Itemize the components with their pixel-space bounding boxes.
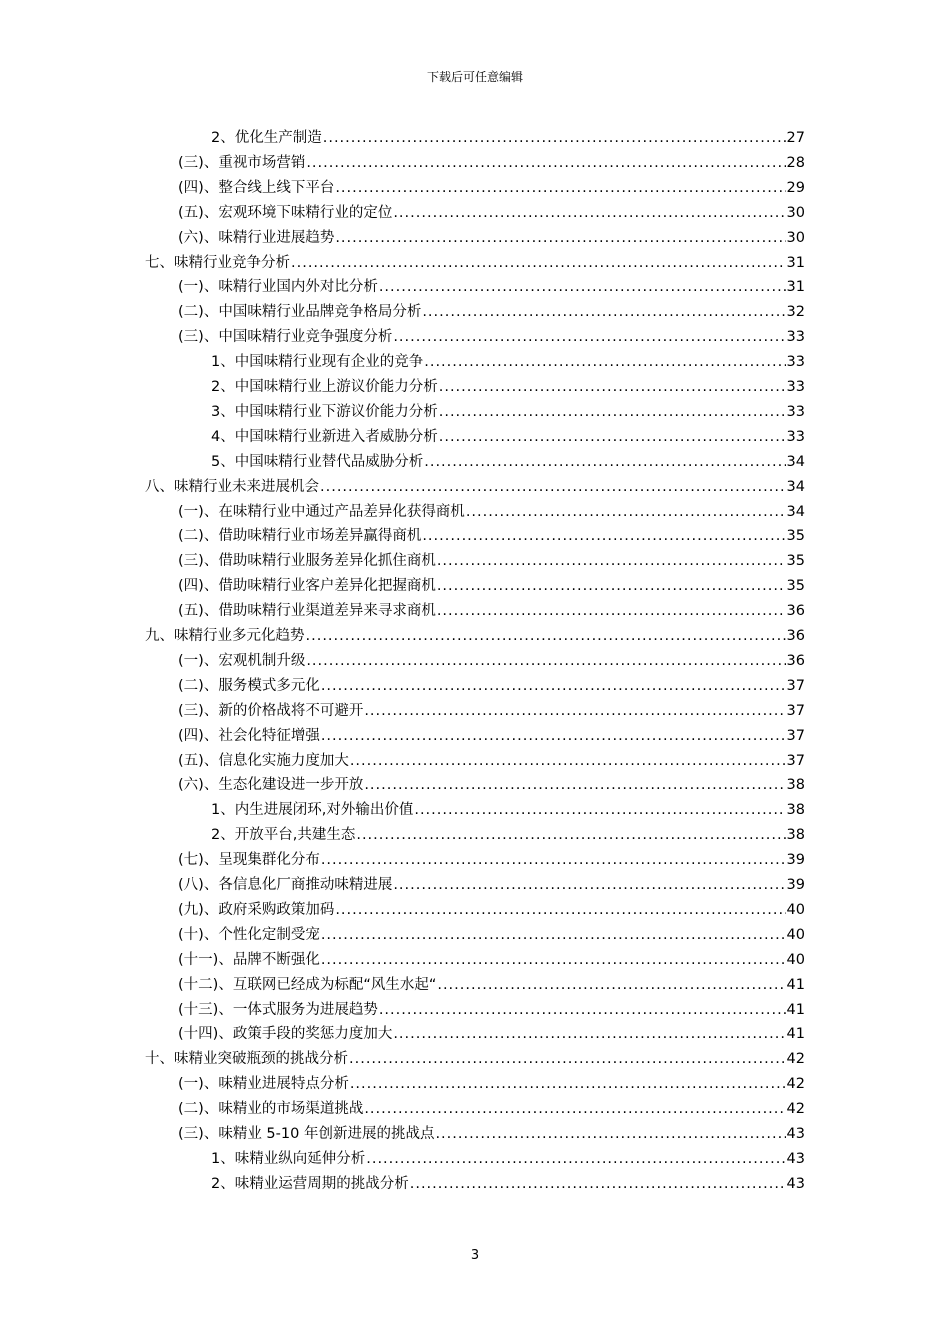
toc-entry[interactable] [178,649,805,674]
toc-entry-title: (四)、整合线上线下平台 [178,179,335,196]
toc-entry[interactable] [178,300,805,325]
toc-entry-title: (五)、借助味精行业渠道差异来寻求商机 [178,603,436,620]
toc-entry-page: 41 [786,1026,805,1043]
toc-entry-page: 33 [786,403,805,420]
toc-dot-leader [437,549,786,574]
toc-entry-title: 3、中国味精行业下游议价能力分析 [211,403,438,420]
toc-entry-title: (六)、生态化建设进一步开放 [178,777,364,794]
toc-dot-leader [321,848,786,873]
toc-dot-leader [437,973,785,998]
toc-entry-page: 41 [786,1001,805,1018]
toc-entry-page: 34 [786,503,805,520]
toc-entry[interactable] [178,848,805,873]
toc-entry[interactable] [178,674,805,699]
toc-dot-leader [291,251,786,276]
toc-entry-title: (三)、新的价格战将不可避开 [178,702,364,719]
toc-entry-title: 4、中国味精行业新进入者威胁分析 [211,428,438,445]
toc-dot-leader [410,1172,786,1197]
toc-dot-leader [335,176,785,201]
toc-entry-page: 29 [786,179,805,196]
toc-entry[interactable] [178,1097,805,1122]
toc-entry-title: 5、中国味精行业替代品威胁分析 [211,453,424,470]
toc-entry[interactable] [211,823,805,848]
toc-entry[interactable] [211,350,805,375]
toc-entry-page: 33 [786,354,805,371]
toc-entry-page: 36 [786,603,805,620]
toc-entry-title: (五)、信息化实施力度加大 [178,752,349,769]
toc-dot-leader [321,724,786,749]
toc-entry[interactable] [178,898,805,923]
toc-entry-page: 30 [786,204,805,221]
toc-entry[interactable] [178,749,805,774]
toc-entry[interactable] [145,251,805,276]
toc-entry-page: 41 [786,976,805,993]
toc-entry-page: 33 [786,428,805,445]
toc-dot-leader [393,325,785,350]
toc-entry-title: (四)、借助味精行业客户差异化把握商机 [178,578,436,595]
toc-entry-title: (二)、服务模式多元化 [178,677,320,694]
toc-entry[interactable] [178,201,805,226]
toc-dot-leader [379,998,786,1023]
toc-entry-page: 34 [786,478,805,495]
toc-dot-leader [306,624,786,649]
toc-entry-page: 40 [786,901,805,918]
toc-entry-title: (十二)、互联网已经成为标配“风生水起“ [178,976,437,993]
toc-entry[interactable] [178,923,805,948]
toc-entry-page: 31 [786,279,805,296]
toc-entry[interactable] [178,1122,805,1147]
toc-entry-title: 2、优化生产制造 [211,130,322,146]
toc-entry[interactable] [178,873,805,898]
toc-dot-leader [306,151,785,176]
toc-dot-leader [364,1097,785,1122]
toc-entry-page: 33 [786,379,805,395]
toc-entry[interactable] [211,1147,805,1172]
toc-dot-leader [379,275,786,300]
toc-entry[interactable] [211,798,805,823]
toc-entry-page: 35 [786,528,805,545]
toc-entry[interactable] [178,1022,805,1047]
toc-entry-title: (二)、借助味精行业市场差异赢得商机 [178,528,422,545]
toc-entry[interactable] [145,475,805,500]
toc-entry-title: (六)、味精行业进展趋势 [178,229,335,246]
toc-entry-title: (三)、中国味精行业竞争强度分析 [178,329,393,346]
toc-entry-title: 八、味精行业未来进展机会 [145,478,319,495]
toc-dot-leader [422,524,785,549]
toc-entry-page: 38 [786,802,805,819]
toc-entry-title: 2、味精业运营周期的挑战分析 [211,1175,409,1192]
toc-entry-page: 40 [786,926,805,943]
toc-entry-page: 42 [786,1101,805,1118]
toc-entry[interactable] [178,524,805,549]
toc-entry[interactable] [178,574,805,599]
toc-dot-leader [435,1122,785,1147]
toc-entry-page: 38 [786,827,805,844]
toc-dot-leader [356,823,785,848]
toc-entry-page: 36 [786,652,805,669]
toc-entry-title: 七、味精行业竞争分析 [145,254,290,271]
toc-entry[interactable] [178,973,805,998]
toc-entry-page: 35 [786,578,805,595]
toc-entry-page: 36 [786,628,805,644]
toc-entry-title: 九、味精行业多元化趋势 [145,628,305,644]
toc-entry-title: 十、味精业突破瓶颈的挑战分析 [145,1051,348,1068]
toc-dot-leader [437,574,786,599]
toc-entry-title: 1、味精业纵向延伸分析 [211,1150,366,1167]
toc-entry[interactable] [178,500,805,525]
toc-dot-leader [320,475,786,500]
toc-entry-page: 40 [786,951,805,968]
toc-entry[interactable] [178,549,805,574]
toc-dot-leader [414,798,785,823]
toc-entry-title: (三)、味精业 5-10 年创新进展的挑战点 [178,1126,435,1142]
toc-entry-page: 39 [786,852,805,869]
toc-entry[interactable] [178,599,805,624]
toc-entry[interactable] [145,1047,805,1072]
toc-entry-title: (一)、味精业进展特点分析 [178,1076,349,1093]
toc-dot-leader [321,923,786,948]
toc-dot-leader [306,649,785,674]
toc-entry-page: 37 [786,677,805,694]
toc-entry-page: 31 [786,254,805,271]
toc-entry-page: 32 [786,304,805,321]
toc-entry-title: (七)、呈现集群化分布 [178,852,320,869]
toc-entry[interactable] [178,998,805,1023]
toc-dot-leader [393,873,785,898]
toc-dot-leader [335,898,785,923]
toc-entry-title: (四)、社会化特征增强 [178,727,320,744]
toc-entry[interactable] [211,375,805,400]
toc-entry-page: 42 [786,1076,805,1093]
toc-entry-page: 43 [786,1175,805,1192]
toc-entry-page: 38 [786,777,805,794]
toc-entry[interactable] [211,126,805,151]
toc-entry[interactable] [178,1072,805,1097]
toc-entry[interactable] [211,400,805,425]
toc-entry-title: (三)、借助味精行业服务差异化抓住商机 [178,553,436,570]
toc-entry[interactable] [178,275,805,300]
toc-entry-title: (二)、味精业的市场渠道挑战 [178,1101,364,1118]
toc-entry-title: 1、内生进展闭环,对外输出价值 [211,802,414,819]
toc-dot-leader [439,400,786,425]
toc-entry-title: (一)、宏观机制升级 [178,652,306,669]
toc-entry[interactable] [178,699,805,724]
toc-entry[interactable] [211,425,805,450]
page-number: 3 [470,1248,480,1263]
toc-entry[interactable] [178,176,805,201]
toc-entry-page: 33 [786,329,805,346]
toc-dot-leader [350,749,786,774]
toc-entry-title: 2、中国味精行业上游议价能力分析 [211,379,438,395]
toc-entry-page: 42 [786,1051,805,1068]
toc-dot-leader [349,1047,786,1072]
toc-entry-page: 35 [786,553,805,570]
toc-dot-leader [321,948,786,973]
toc-dot-leader [364,773,785,798]
toc-entry-title: (一)、在味精行业中通过产品差异化获得商机 [178,503,465,520]
toc-dot-leader [439,425,786,450]
toc-entry-title: (十一)、品牌不断强化 [178,951,320,968]
toc-entry-page: 34 [786,453,805,470]
toc-entry-title: (二)、中国味精行业品牌竞争格局分析 [178,304,422,321]
toc-entry-title: (八)、各信息化厂商推动味精进展 [178,877,393,893]
toc-entry-title: (五)、宏观环境下味精行业的定位 [178,204,393,221]
toc-entry-page: 27 [786,130,805,146]
toc-entry[interactable] [211,1172,805,1197]
toc-entry-page: 37 [786,727,805,744]
toc-entry-title: 1、中国味精行业现有企业的竞争 [211,354,424,371]
toc-entry-page: 39 [786,877,805,893]
toc-entry[interactable] [211,450,805,475]
toc-entry-title: (一)、味精行业国内外对比分析 [178,279,378,296]
toc-entry-title: (十)、个性化定制受宠 [178,926,320,943]
toc-entry[interactable] [178,226,805,251]
toc-entry[interactable] [178,151,805,176]
page-header: 下载后可任意编辑 [426,70,523,84]
toc-dot-leader [350,1072,786,1097]
toc-dot-leader [424,350,785,375]
toc-dot-leader [335,226,785,251]
toc-entry-title: 2、开放平台,共建生态 [211,827,356,844]
toc-entry-page: 43 [786,1126,805,1142]
toc-entry[interactable] [145,624,805,649]
toc-entry-page: 37 [786,702,805,719]
toc-dot-leader [439,375,786,400]
toc-entry[interactable] [178,773,805,798]
toc-dot-leader [393,201,785,226]
toc-entry[interactable] [178,325,805,350]
toc-dot-leader [364,699,785,724]
toc-entry-page: 43 [786,1150,805,1167]
toc-entry-page: 28 [786,154,805,171]
toc-dot-leader [422,300,785,325]
toc-entry-title: (十四)、政策手段的奖惩力度加大 [178,1026,393,1043]
toc-entry-title: (三)、重视市场营销 [178,154,306,171]
toc-dot-leader [424,450,785,475]
toc-dot-leader [366,1147,785,1172]
toc-dot-leader [393,1022,785,1047]
toc-entry[interactable] [178,724,805,749]
toc-dot-leader [323,126,786,151]
toc-dot-leader [466,500,786,525]
toc-entry-title: (九)、政府采购政策加码 [178,901,335,918]
toc-entry-title: (十三)、一体式服务为进展趋势 [178,1001,378,1018]
toc-dot-leader [437,599,786,624]
toc-entry-page: 30 [786,229,805,246]
toc-entry-page: 37 [786,752,805,769]
toc-dot-leader [321,674,786,699]
toc-entry[interactable] [178,948,805,973]
